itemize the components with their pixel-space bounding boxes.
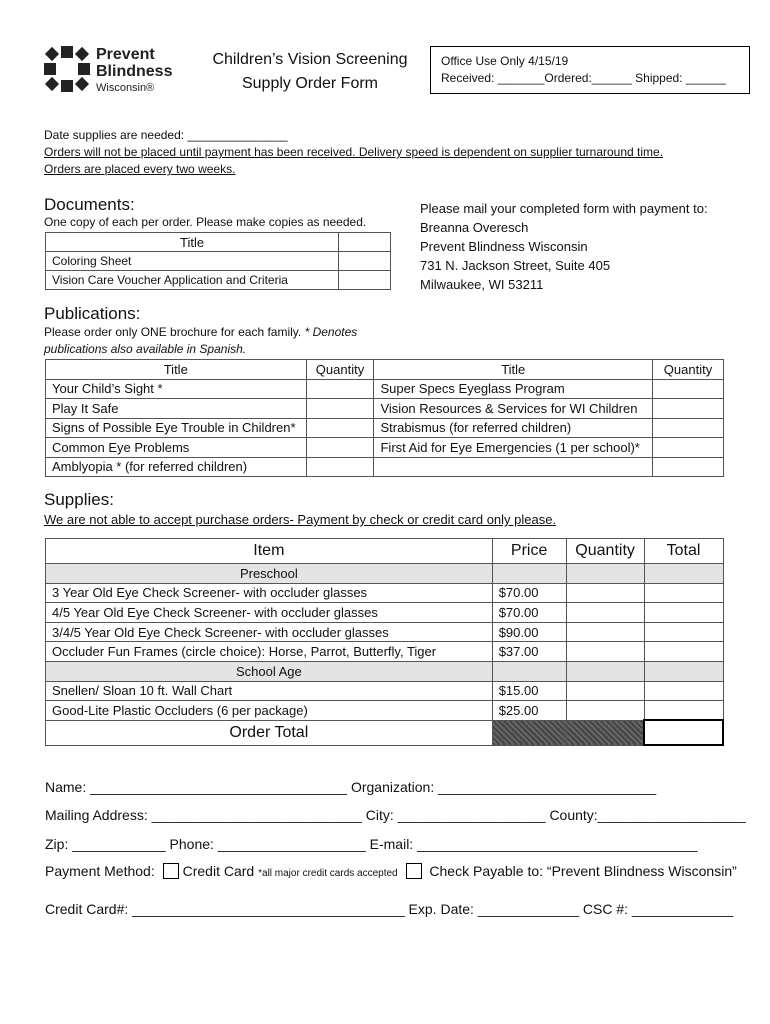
publication-title: Strabismus (for referred children): [374, 418, 653, 438]
supplies-group-row: [46, 564, 724, 584]
check-checkbox[interactable]: [406, 863, 422, 879]
publication-qty-cell[interactable]: [653, 418, 724, 438]
documents-col-title: Title: [46, 233, 339, 252]
supply-item-name: 3 Year Old Eye Check Screener- with occluder glasses: [46, 583, 493, 603]
supply-qty-cell[interactable]: [566, 642, 644, 662]
supply-item-price: $70.00: [492, 583, 566, 603]
office-use-line2: Received: _______Ordered:______ Shipped: ______: [441, 71, 726, 85]
table-row: [46, 399, 724, 419]
table-row: [46, 418, 724, 438]
supplies-col-qty: Quantity: [566, 539, 644, 564]
publications-col-title-left: Title: [46, 360, 307, 380]
mail-street: 731 N. Jackson Street, Suite 405: [420, 258, 611, 273]
payment-notice: Orders will not be placed until payment has been received. Delivery speed is dependent on supplier turnaround time.: [44, 145, 664, 159]
supply-item-name: Occluder Fun Frames (circle choice): Horse, Parrot, Butterfly, Tiger: [46, 642, 493, 662]
mail-org: Prevent Blindness Wisconsin: [420, 239, 588, 254]
supply-qty-cell[interactable]: [566, 583, 644, 603]
form-title: [200, 48, 420, 96]
supply-total-cell[interactable]: [644, 583, 723, 603]
publication-title: First Aid for Eye Emergencies (1 per school)*: [374, 438, 653, 458]
publications-note-spanish-2: publications also available in Spanish.: [44, 342, 247, 356]
table-row: [46, 438, 724, 458]
publication-qty-cell[interactable]: [653, 399, 724, 419]
form-title-line1: Children’s Vision Screening: [212, 51, 408, 68]
table-row: [46, 701, 724, 721]
order-total-label: Order Total: [46, 720, 493, 745]
document-qty-cell[interactable]: [339, 252, 391, 271]
supplies-col-total: Total: [644, 539, 723, 564]
mail-heading: Please mail your completed form with payment to:: [420, 201, 708, 216]
publication-title: Amblyopia * (for referred children): [46, 457, 307, 477]
mail-address-block: [420, 199, 708, 294]
publication-qty-cell[interactable]: [653, 379, 724, 399]
supplies-payment-note: We are not able to accept purchase orders- Payment by check or credit card only please.: [44, 512, 557, 527]
document-qty-cell[interactable]: [339, 271, 391, 290]
supplies-group-school-age: School Age: [46, 661, 493, 681]
supply-item-price: $70.00: [492, 603, 566, 623]
supply-item-price: $25.00: [492, 701, 566, 721]
publication-qty-cell[interactable]: [306, 457, 374, 477]
documents-heading: Documents:: [44, 195, 135, 214]
table-row: [46, 622, 724, 642]
supply-qty-cell[interactable]: [566, 681, 644, 701]
table-row: [46, 252, 391, 271]
credit-card-checkbox[interactable]: [163, 863, 179, 879]
order-frequency-notice: Orders are placed every two weeks.: [44, 162, 236, 176]
document-title: Coloring Sheet: [46, 252, 339, 271]
supply-total-cell[interactable]: [644, 681, 723, 701]
publication-title: Common Eye Problems: [46, 438, 307, 458]
publication-title: Play It Safe: [46, 399, 307, 419]
table-row: [46, 603, 724, 623]
logo-text-blindness: Blindness: [96, 63, 173, 80]
payment-method-row: [45, 863, 737, 879]
supply-item-name: 4/5 Year Old Eye Check Screener- with occluder glasses: [46, 603, 493, 623]
publication-qty-cell[interactable]: [306, 379, 374, 399]
publications-note: [44, 324, 357, 358]
supply-total-cell[interactable]: [644, 701, 723, 721]
payment-method-label: Payment Method:: [45, 863, 155, 879]
publication-qty-cell[interactable]: [306, 399, 374, 419]
supply-total-cell[interactable]: [644, 622, 723, 642]
form-title-line2: Supply Order Form: [241, 75, 379, 92]
supply-total-cell[interactable]: [644, 642, 723, 662]
supply-qty-cell[interactable]: [566, 603, 644, 623]
supplies-col-item: Item: [46, 539, 493, 564]
credit-card-note: *all major credit cards accepted: [258, 868, 398, 879]
supply-item-name: Snellen/ Sloan 10 ft. Wall Chart: [46, 681, 493, 701]
prevent-blindness-logo: [44, 46, 174, 96]
document-title: Vision Care Voucher Application and Criteria: [46, 271, 339, 290]
order-total-shaded: [492, 720, 566, 745]
name-organization-fields[interactable]: Name: _________________________________ Organization: ____________________________: [45, 779, 657, 795]
publication-title: [374, 457, 653, 477]
supplies-group-row: [46, 661, 724, 681]
order-total-cell[interactable]: [644, 720, 723, 745]
logo-text-prevent: Prevent: [96, 46, 155, 63]
office-use-line1: Office Use Only 4/15/19: [441, 54, 569, 68]
table-row: [46, 457, 724, 477]
zip-phone-email-fields[interactable]: Zip: ____________ Phone: ___________________ E-mail: ____________________________________: [45, 836, 698, 852]
order-total-shaded: [566, 720, 644, 745]
publications-col-qty-left: Quantity: [306, 360, 374, 380]
publication-title: Vision Resources & Services for WI Children: [374, 399, 653, 419]
supplies-col-price: Price: [492, 539, 566, 564]
publication-title: Super Specs Eyeglass Program: [374, 379, 653, 399]
supply-item-price: $37.00: [492, 642, 566, 662]
publication-title: Your Child’s Sight *: [46, 379, 307, 399]
supply-qty-cell[interactable]: [566, 701, 644, 721]
supplies-table: [45, 538, 724, 746]
supply-item-name: Good-Lite Plastic Occluders (6 per package): [46, 701, 493, 721]
publication-qty-cell[interactable]: [653, 438, 724, 458]
address-city-county-fields[interactable]: Mailing Address: ___________________________ City: ___________________ County:___________________: [45, 807, 746, 823]
publications-note-spanish: * Denotes: [301, 325, 358, 339]
table-row: [46, 681, 724, 701]
supplies-heading: Supplies:: [44, 490, 114, 509]
supply-item-price: $90.00: [492, 622, 566, 642]
office-use-box: [430, 46, 750, 94]
publication-qty-cell[interactable]: [306, 438, 374, 458]
table-row: [46, 379, 724, 399]
documents-col-qty: [339, 233, 391, 252]
order-total-row: [46, 720, 724, 745]
publication-qty-cell[interactable]: [306, 418, 374, 438]
supply-item-price: $15.00: [492, 681, 566, 701]
publications-col-qty-right: Quantity: [653, 360, 724, 380]
publications-note-main: Please order only ONE brochure for each family.: [44, 325, 302, 339]
table-row: [46, 271, 391, 290]
table-row: [46, 642, 724, 662]
documents-note: One copy of each per order. Please make copies as needed.: [44, 215, 367, 229]
publication-title: Signs of Possible Eye Trouble in Children*: [46, 418, 307, 438]
credit-card-label: Credit Card: [182, 863, 255, 879]
mail-city: Milwaukee, WI 53211: [420, 277, 544, 292]
check-payable-label: Check Payable to: “Prevent Blindness Wisconsin”: [429, 863, 737, 879]
supply-item-name: 3/4/5 Year Old Eye Check Screener- with occluder glasses: [46, 622, 493, 642]
table-row: [46, 583, 724, 603]
publication-qty-cell[interactable]: [653, 457, 724, 477]
supplies-group-preschool: Preschool: [46, 564, 493, 584]
publications-col-title-right: Title: [374, 360, 653, 380]
supply-total-cell[interactable]: [644, 603, 723, 623]
credit-card-fields[interactable]: Credit Card#: ___________________________________ Exp. Date: _____________ CSC #: _____________: [45, 901, 734, 917]
publications-table: [45, 359, 724, 477]
supply-qty-cell[interactable]: [566, 622, 644, 642]
mail-name: Breanna Overesch: [420, 220, 529, 235]
date-needed-field[interactable]: Date supplies are needed: _______________: [44, 128, 288, 142]
logo-text-wisconsin: Wisconsin®: [96, 82, 155, 94]
documents-table: [45, 232, 391, 290]
logo-mark-icon: [44, 46, 90, 92]
publications-heading: Publications:: [44, 304, 141, 323]
